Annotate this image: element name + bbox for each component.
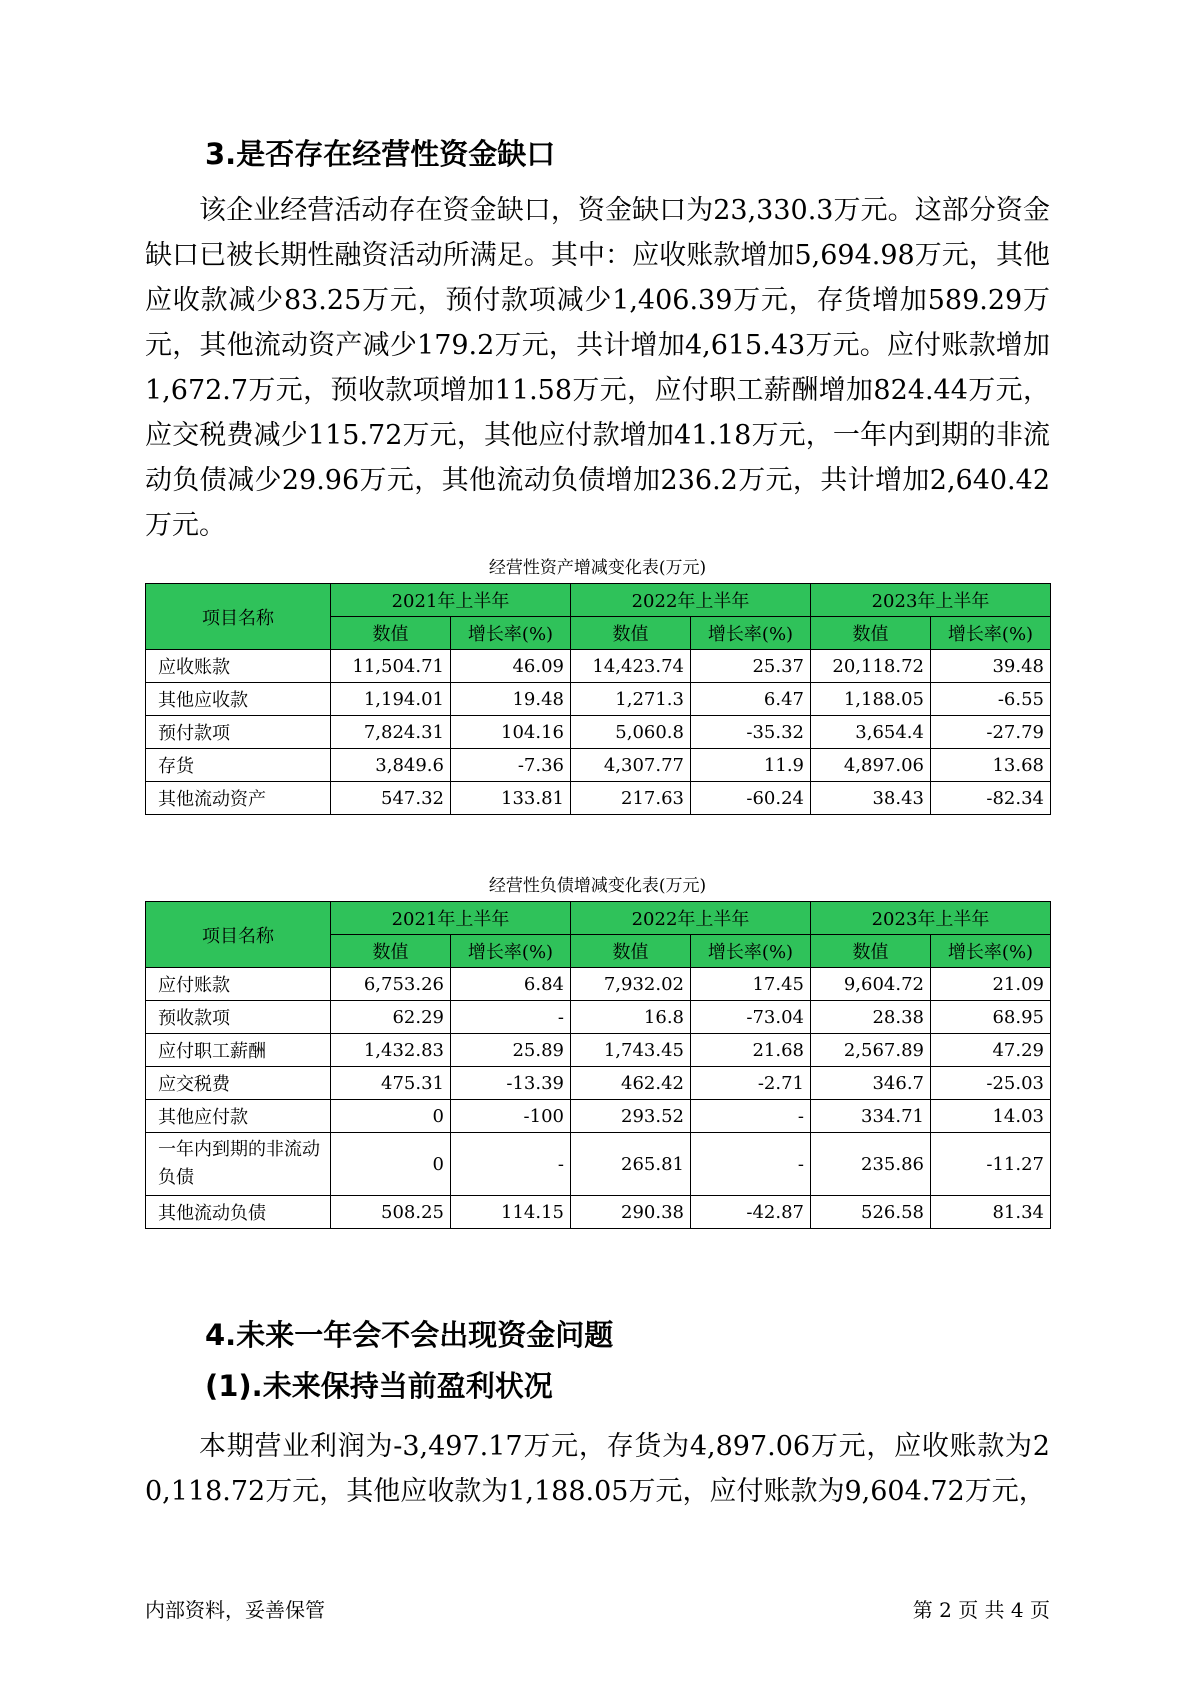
cell: 21.09: [931, 968, 1051, 1001]
row-name: 预收款项: [146, 1001, 331, 1034]
liability-table-header-period: 2022年上半年: [571, 902, 811, 935]
cell: 4,897.06: [811, 749, 931, 782]
cell: 13.68: [931, 749, 1051, 782]
liability-table: [145, 901, 1051, 1229]
cell: 475.31: [331, 1067, 451, 1100]
cell: -: [451, 1001, 571, 1034]
cell: 9,604.72: [811, 968, 931, 1001]
cell: 6.84: [451, 968, 571, 1001]
cell: -73.04: [691, 1001, 811, 1034]
row-name: 预付款项: [146, 716, 331, 749]
asset-table-header-value: 数值: [331, 617, 451, 650]
cell: 235.86: [811, 1133, 931, 1196]
cell: -82.34: [931, 782, 1051, 815]
cell: 290.38: [571, 1196, 691, 1229]
asset-table-header-value: 数值: [811, 617, 931, 650]
cell: 6.47: [691, 683, 811, 716]
cell: 1,194.01: [331, 683, 451, 716]
table-row: [146, 1034, 1051, 1067]
cell: -100: [451, 1100, 571, 1133]
asset-table-caption: 经营性资产增减变化表(万元): [488, 558, 707, 578]
cell: 19.48: [451, 683, 571, 716]
cell: 0: [331, 1100, 451, 1133]
asset-table-header-growth: 增长率(%): [451, 617, 571, 650]
liability-table-header-value: 数值: [811, 935, 931, 968]
cell: 1,271.3: [571, 683, 691, 716]
liability-table-header-growth: 增长率(%): [451, 935, 571, 968]
cell: -27.79: [931, 716, 1051, 749]
asset-table-header-row-1: [146, 584, 1051, 617]
asset-table-header-period: 2023年上半年: [811, 584, 1051, 617]
table-row: [146, 968, 1051, 1001]
row-name: 应收账款: [146, 650, 331, 683]
cell: 1,432.83: [331, 1034, 451, 1067]
cell: 25.37: [691, 650, 811, 683]
footer-confidential-note: 内部资料，妥善保管: [145, 1598, 325, 1622]
cell: 293.52: [571, 1100, 691, 1133]
cell: 547.32: [331, 782, 451, 815]
section-3-title: 3.是否存在经营性资金缺口: [205, 137, 556, 171]
cell: 1,188.05: [811, 683, 931, 716]
cell: -2.71: [691, 1067, 811, 1100]
liability-table-header-item: 项目名称: [146, 902, 331, 968]
cell: -60.24: [691, 782, 811, 815]
liability-table-header-row-1: [146, 902, 1051, 935]
row-name: 存货: [146, 749, 331, 782]
table-row: [146, 749, 1051, 782]
row-name: 应交税费: [146, 1067, 331, 1100]
table-row: [146, 782, 1051, 815]
asset-table: [145, 583, 1051, 815]
cell: 114.15: [451, 1196, 571, 1229]
cell: 16.8: [571, 1001, 691, 1034]
liability-table-header-growth: 增长率(%): [931, 935, 1051, 968]
asset-table-header-value: 数值: [571, 617, 691, 650]
cell: 526.58: [811, 1196, 931, 1229]
cell: 133.81: [451, 782, 571, 815]
cell: 47.29: [931, 1034, 1051, 1067]
cell: 3,849.6: [331, 749, 451, 782]
cell: -: [451, 1133, 571, 1196]
cell: -25.03: [931, 1067, 1051, 1100]
cell: 39.48: [931, 650, 1051, 683]
row-name: 一年内到期的非流动负债: [146, 1133, 331, 1196]
cell: 68.95: [931, 1001, 1051, 1034]
row-name: 其他应付款: [146, 1100, 331, 1133]
cell: 20,118.72: [811, 650, 931, 683]
asset-table-header-item: 项目名称: [146, 584, 331, 650]
table-row: [146, 1196, 1051, 1229]
liability-table-caption: 经营性负债增减变化表(万元): [488, 876, 707, 896]
cell: 62.29: [331, 1001, 451, 1034]
row-name: 其他应收款: [146, 683, 331, 716]
table-row: [146, 1067, 1051, 1100]
cell: 1,743.45: [571, 1034, 691, 1067]
cell: 4,307.77: [571, 749, 691, 782]
table-row: [146, 716, 1051, 749]
cell: -6.55: [931, 683, 1051, 716]
cell: 17.45: [691, 968, 811, 1001]
asset-table-header-period: 2021年上半年: [331, 584, 571, 617]
cell: 265.81: [571, 1133, 691, 1196]
section-3-paragraph: 该企业经营活动存在资金缺口，资金缺口为23,330.3万元。这部分资金缺口已被长期性融资活动所满足。其中：应收账款增加5,694.98万元，其他应收款减少83.25万元，预付款项减少1,406.39万元，存货增加589.29万元，其他流动资产减少179.2万元，共计增加4,615.43万元。应付账款增加1,672.7万元，预收款项增加11.58万元，应付职工薪酬增加824.44万元，应交税费减少115.72万元，其他应付款增加41.18万元，一年内到期的非流动负债减少29.96万元，其他流动负债增加236.2万元，共计增加2,640.42万元。: [145, 195, 1050, 541]
table-row: [146, 1133, 1051, 1196]
table-row: [146, 1001, 1051, 1034]
section-4-subtitle: (1).未来保持当前盈利状况: [205, 1369, 553, 1403]
row-name: 其他流动资产: [146, 782, 331, 815]
table-row: [146, 683, 1051, 716]
row-name: 应付账款: [146, 968, 331, 1001]
section-4-title: 4.未来一年会不会出现资金问题: [205, 1318, 614, 1352]
cell: 46.09: [451, 650, 571, 683]
cell: 508.25: [331, 1196, 451, 1229]
cell: -: [691, 1133, 811, 1196]
cell: 14.03: [931, 1100, 1051, 1133]
row-name: 应付职工薪酬: [146, 1034, 331, 1067]
cell: -13.39: [451, 1067, 571, 1100]
table-row: [146, 650, 1051, 683]
cell: -35.32: [691, 716, 811, 749]
cell: 28.38: [811, 1001, 931, 1034]
cell: 0: [331, 1133, 451, 1196]
cell: 38.43: [811, 782, 931, 815]
cell: 104.16: [451, 716, 571, 749]
asset-table-header-growth: 增长率(%): [691, 617, 811, 650]
cell: 11,504.71: [331, 650, 451, 683]
cell: -11.27: [931, 1133, 1051, 1196]
footer-page-number: 第 2 页 共 4 页: [912, 1598, 1050, 1622]
cell: -: [691, 1100, 811, 1133]
liability-table-header-growth: 增长率(%): [691, 935, 811, 968]
cell: 3,654.4: [811, 716, 931, 749]
cell: 25.89: [451, 1034, 571, 1067]
cell: 217.63: [571, 782, 691, 815]
liability-table-header-value: 数值: [331, 935, 451, 968]
cell: 346.7: [811, 1067, 931, 1100]
row-name: 其他流动负债: [146, 1196, 331, 1229]
liability-table-header-period: 2023年上半年: [811, 902, 1051, 935]
cell: 11.9: [691, 749, 811, 782]
asset-table-header-growth: 增长率(%): [931, 617, 1051, 650]
table-row: [146, 1100, 1051, 1133]
section-4-paragraph: 本期营业利润为-3,497.17万元，存货为4,897.06万元，应收账款为20,118.72万元，其他应收款为1,188.05万元，应付账款为9,604.72万元，: [145, 1431, 1050, 1507]
cell: 81.34: [931, 1196, 1051, 1229]
cell: 2,567.89: [811, 1034, 931, 1067]
cell: 5,060.8: [571, 716, 691, 749]
cell: 334.71: [811, 1100, 931, 1133]
cell: 6,753.26: [331, 968, 451, 1001]
cell: 7,932.02: [571, 968, 691, 1001]
cell: -42.87: [691, 1196, 811, 1229]
cell: 14,423.74: [571, 650, 691, 683]
asset-table-header-period: 2022年上半年: [571, 584, 811, 617]
cell: -7.36: [451, 749, 571, 782]
cell: 7,824.31: [331, 716, 451, 749]
cell: 21.68: [691, 1034, 811, 1067]
liability-table-header-value: 数值: [571, 935, 691, 968]
liability-table-header-period: 2021年上半年: [331, 902, 571, 935]
cell: 462.42: [571, 1067, 691, 1100]
